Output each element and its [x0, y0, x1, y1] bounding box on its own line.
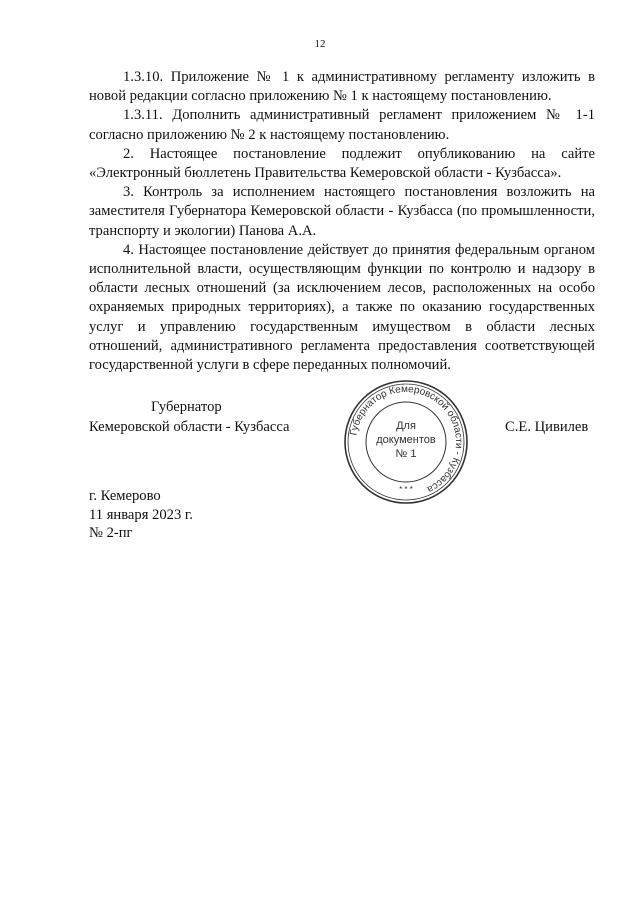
document-body: [89, 68, 595, 375]
seal-center-line-2: документов: [376, 434, 436, 446]
seal-ring-text: Губернатор Кемеровской области - Кузбасса: [348, 383, 465, 495]
document-details: [89, 487, 193, 543]
official-seal: [341, 377, 471, 507]
paragraph-1-3-11: 1.3.11. Дополнить административный регламент приложением № 1-1 согласно приложению № 2 к настоящему постановлению.: [89, 107, 595, 143]
paragraph-4: 4. Настоящее постановление действует до принятия федеральным органом исполнительной власти, осуществляющим функции по контролю и надзору в области лесных отношений (за исключением лесов, расположенных на особо охраняемых природных территориях), а также по оказанию государственных услуг и управлению государственным имуществом в области лесных отношений, административного регламента предоставления соответствующей государственной услуги в сфере переданных полномочий.: [89, 241, 595, 374]
paragraph-2: 2. Настоящее постановление подлежит опубликованию на сайте «Электронный бюллетень Правительства Кемеровской области - Кузбасса».: [89, 145, 595, 182]
paragraph-1-3-10: 1.3.10. Приложение № 1 к административному регламенту изложить в новой редакции согласно приложению № 1 к настоящему постановлению.: [89, 69, 595, 105]
signatory-title-line-2: Кемеровской области - Кузбасса: [89, 419, 290, 435]
seal-center-line-3: № 1: [395, 448, 417, 460]
seal-center-line-1: Для: [396, 420, 416, 432]
signatory-title-line-1: Губернатор: [151, 399, 222, 415]
signatory-title: [89, 397, 309, 437]
page-number: 12: [314, 38, 326, 50]
place: г. Кемерово: [89, 488, 161, 504]
signatory-name: С.Е. Цивилев: [505, 419, 589, 435]
seal-stars: * * *: [399, 485, 413, 494]
date: 11 января 2023 г.: [89, 506, 193, 523]
document-number: № 2-пг: [89, 525, 133, 541]
paragraph-3: 3. Контроль за исполнением настоящего постановления возложить на заместителя Губернатора Кемеровской области - Кузбасса (по промышленности, транспорту и экологии) Панова А.А.: [89, 184, 595, 239]
